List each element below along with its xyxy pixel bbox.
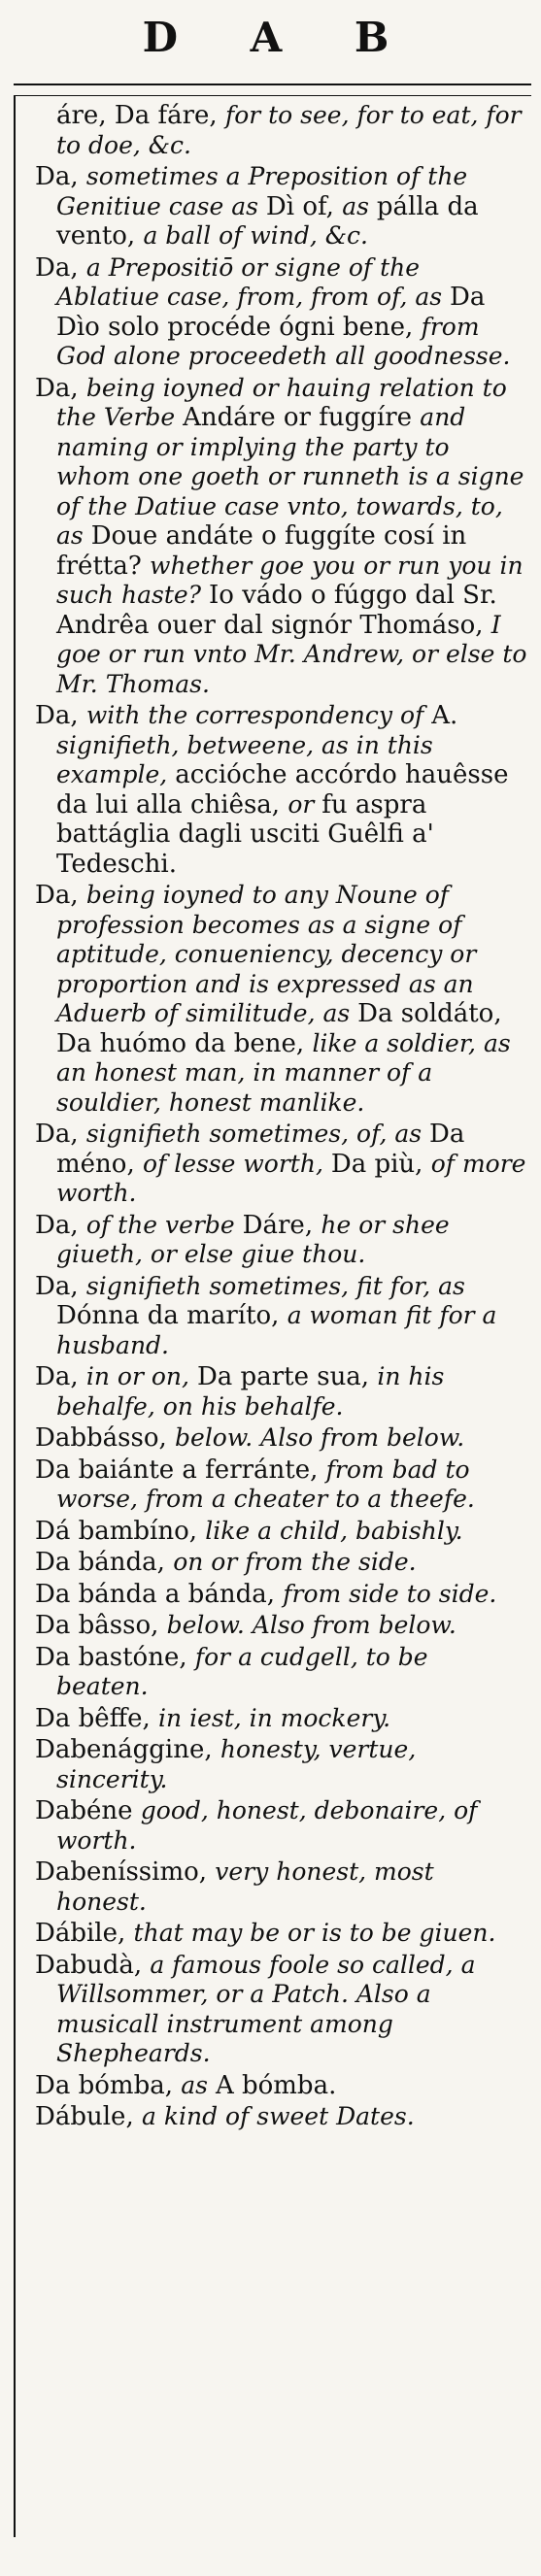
entry-text: Da bastóne, [35,1642,195,1672]
entry-text: Dónna da maríto, [56,1301,287,1330]
entry-gloss: on or from the side. [173,1548,417,1576]
entry-gloss: or [287,789,322,819]
entry-gloss: from bad to worse, from a cheater to a theefe. [56,1455,475,1513]
dictionary-entry [35,1951,527,2069]
dictionary-entry [35,1796,527,1856]
dictionary-entry [35,701,527,879]
entry-text: Dá bambíno, [35,1516,206,1546]
entry-gloss: like a child, babishly. [205,1516,463,1545]
dictionary-entry [35,253,527,372]
entry-text: Dábile, [35,1919,134,1948]
entry-gloss: that may be or is to be giuen. [133,1919,496,1947]
entry-gloss: a Prepositiō or signe of the Ablatiue case, from, from of, as [56,252,451,311]
entry-text: Da, [35,1271,86,1301]
entry-text: Dabeníssimo, [35,1857,216,1887]
dictionary-entry [35,374,527,700]
entry-gloss: honesty, vertue, sincerity. [56,1735,417,1793]
entry-list [35,101,527,2134]
dictionary-entry [35,1704,527,1734]
entry-text: A bómba. [215,2070,337,2100]
entry-gloss: as [181,2070,216,2099]
dictionary-entry [35,1455,527,1515]
entry-text: Da parte sua, [196,1362,378,1391]
entry-text: Da, [35,701,86,730]
left-column-rule [14,95,16,2537]
entry-gloss: of the verbe [85,1210,243,1239]
entry-gloss: in iest, in mockery. [158,1703,391,1732]
entry-text: accióche accórdo hauêsse da lui alla chiêsa, [56,760,509,820]
dictionary-entry [35,1857,527,1917]
entry-text: Da bánda a bánda, [35,1579,284,1609]
entry-text: Io vádo o fúggo dal Sr. Andrêa ouer dal signór Thomáso, [56,581,497,640]
entry-text: Da bâsso, [35,1611,167,1640]
entry-text: Da méno, [56,1120,465,1179]
entry-text: Da Dìo solo procéde ógni bene, [56,283,486,342]
dictionary-entry [35,1643,527,1702]
entry-text: Da soldáto, Da huómo da bene, [56,999,502,1058]
entry-text: Da, [35,1362,86,1391]
inner-rule [14,95,531,96]
top-rule [14,84,531,85]
entry-gloss: a famous foole so called, a Willsommer, or a Patch. Also a musicall instrument among Shepheards. [56,1950,476,2067]
entry-text: Dábule, [35,2102,142,2131]
entry-text: fu aspra battáglia dagli usciti Guêlfi a' Tedeschi. [56,789,434,879]
entry-gloss: a kind of sweet Dates. [141,2102,415,2130]
entry-gloss: being ioyned to any Noune of profession becomes as a signe of aptitude, conueniency, decency or proportion and is expressed as an Aduerb of similitude, as [56,881,477,1027]
entry-text: Dabenággine, [35,1735,220,1764]
entry-text: Dabéne [35,1796,141,1825]
dictionary-entry [35,1517,527,1547]
entry-text: Da, [35,1120,86,1149]
entry-gloss: signifieth sometimes, of, as [85,1120,430,1148]
entry-gloss: very honest, most honest. [56,1857,434,1916]
entry-text: A. [431,701,458,730]
entry-text: Da, [35,1210,86,1240]
entry-gloss: a ball of wind, &c. [143,221,368,250]
entry-gloss: in his behalfe, on his behalfe. [56,1362,445,1421]
dictionary-entry [35,1735,527,1794]
entry-text: Da, [35,162,86,191]
entry-gloss: he or shee giueth, or else giue thou. [56,1210,450,1268]
entry-text: Da baiánte a ferránte, [35,1455,326,1485]
entry-text: Dabbásso, [35,1423,176,1453]
entry-gloss: I goe or run vnto Mr. Andrew, or else to Mr. Thomas. [56,610,527,698]
entry-gloss: whether goe you or run you in such haste? [56,551,524,609]
entry-gloss: signifieth sometimes, fit for, as [85,1271,465,1300]
entry-text: Da, [35,252,86,283]
dictionary-entry [35,101,527,160]
dictionary-entry [35,1423,527,1454]
entry-text: Da bêffe, [35,1703,159,1733]
running-head: D A B [142,14,419,61]
dictionary-entry [35,1611,527,1641]
dictionary-entry [35,1211,527,1270]
dictionary-entry [35,1548,527,1578]
entry-gloss: from side to side. [283,1579,497,1608]
entry-text: Da bómba, [35,2070,182,2100]
entry-gloss: below. Also from below. [175,1423,465,1452]
entry-gloss: signifieth, betweene, as in this example, [56,730,433,788]
entry-gloss: as [342,191,377,220]
dictionary-entry [35,1580,527,1610]
dictionary-entry [35,2102,527,2132]
entry-gloss: in or on, [85,1362,197,1390]
entry-text: Dabudà, [35,1950,151,1980]
entry-gloss: sometimes a Preposition of the Genitiue case as [56,162,468,220]
dictionary-entry [35,881,527,1118]
dictionary-entry [35,1362,527,1422]
dictionary-entry [35,162,527,251]
entry-gloss: and naming or implying the party to whom one goeth or runneth is a signe of the Datiue case vnto, towards, to, as [56,403,524,550]
entry-gloss: good, honest, debonaire, of worth. [56,1796,478,1855]
entry-text: Da, [35,881,86,910]
entry-gloss: below. Also from below. [166,1611,456,1639]
entry-gloss: from God alone proceedeth all goodnesse. [56,312,511,370]
entry-gloss: of lesse worth, [142,1149,331,1178]
entry-text: áre, Da fáre, [56,101,225,130]
entry-text: Da, [35,373,86,403]
entry-gloss: a woman fit for a husband. [56,1301,497,1359]
entry-text: Da più, [330,1149,431,1179]
entry-text: pálla da vento, [56,191,479,251]
dictionary-entry [35,1919,527,1949]
entry-text: Dáre, [242,1210,321,1240]
dictionary-entry [35,2071,527,2101]
entry-text: Dì of, [265,191,343,221]
entry-gloss: like a soldier, as an honest man, in manner of a souldier, honest manlike. [56,1028,511,1117]
entry-gloss: being ioyned or hauing relation to the Verbe [56,373,507,431]
entry-gloss: for to see, for to eat, for to doe, &c. [56,101,522,159]
entry-text: Doue andáte o fuggíte cosí in frétta? [56,521,467,581]
entry-gloss: for a cudgell, to be beaten. [56,1642,428,1700]
entry-text: Andáre or fuggíre [183,403,421,432]
dictionary-entry [35,1120,527,1209]
entry-gloss: with the correspondency of [85,701,432,729]
entry-text: Da bánda, [35,1548,174,1577]
dictionary-entry [35,1272,527,1361]
entry-gloss: of more worth. [56,1149,526,1207]
